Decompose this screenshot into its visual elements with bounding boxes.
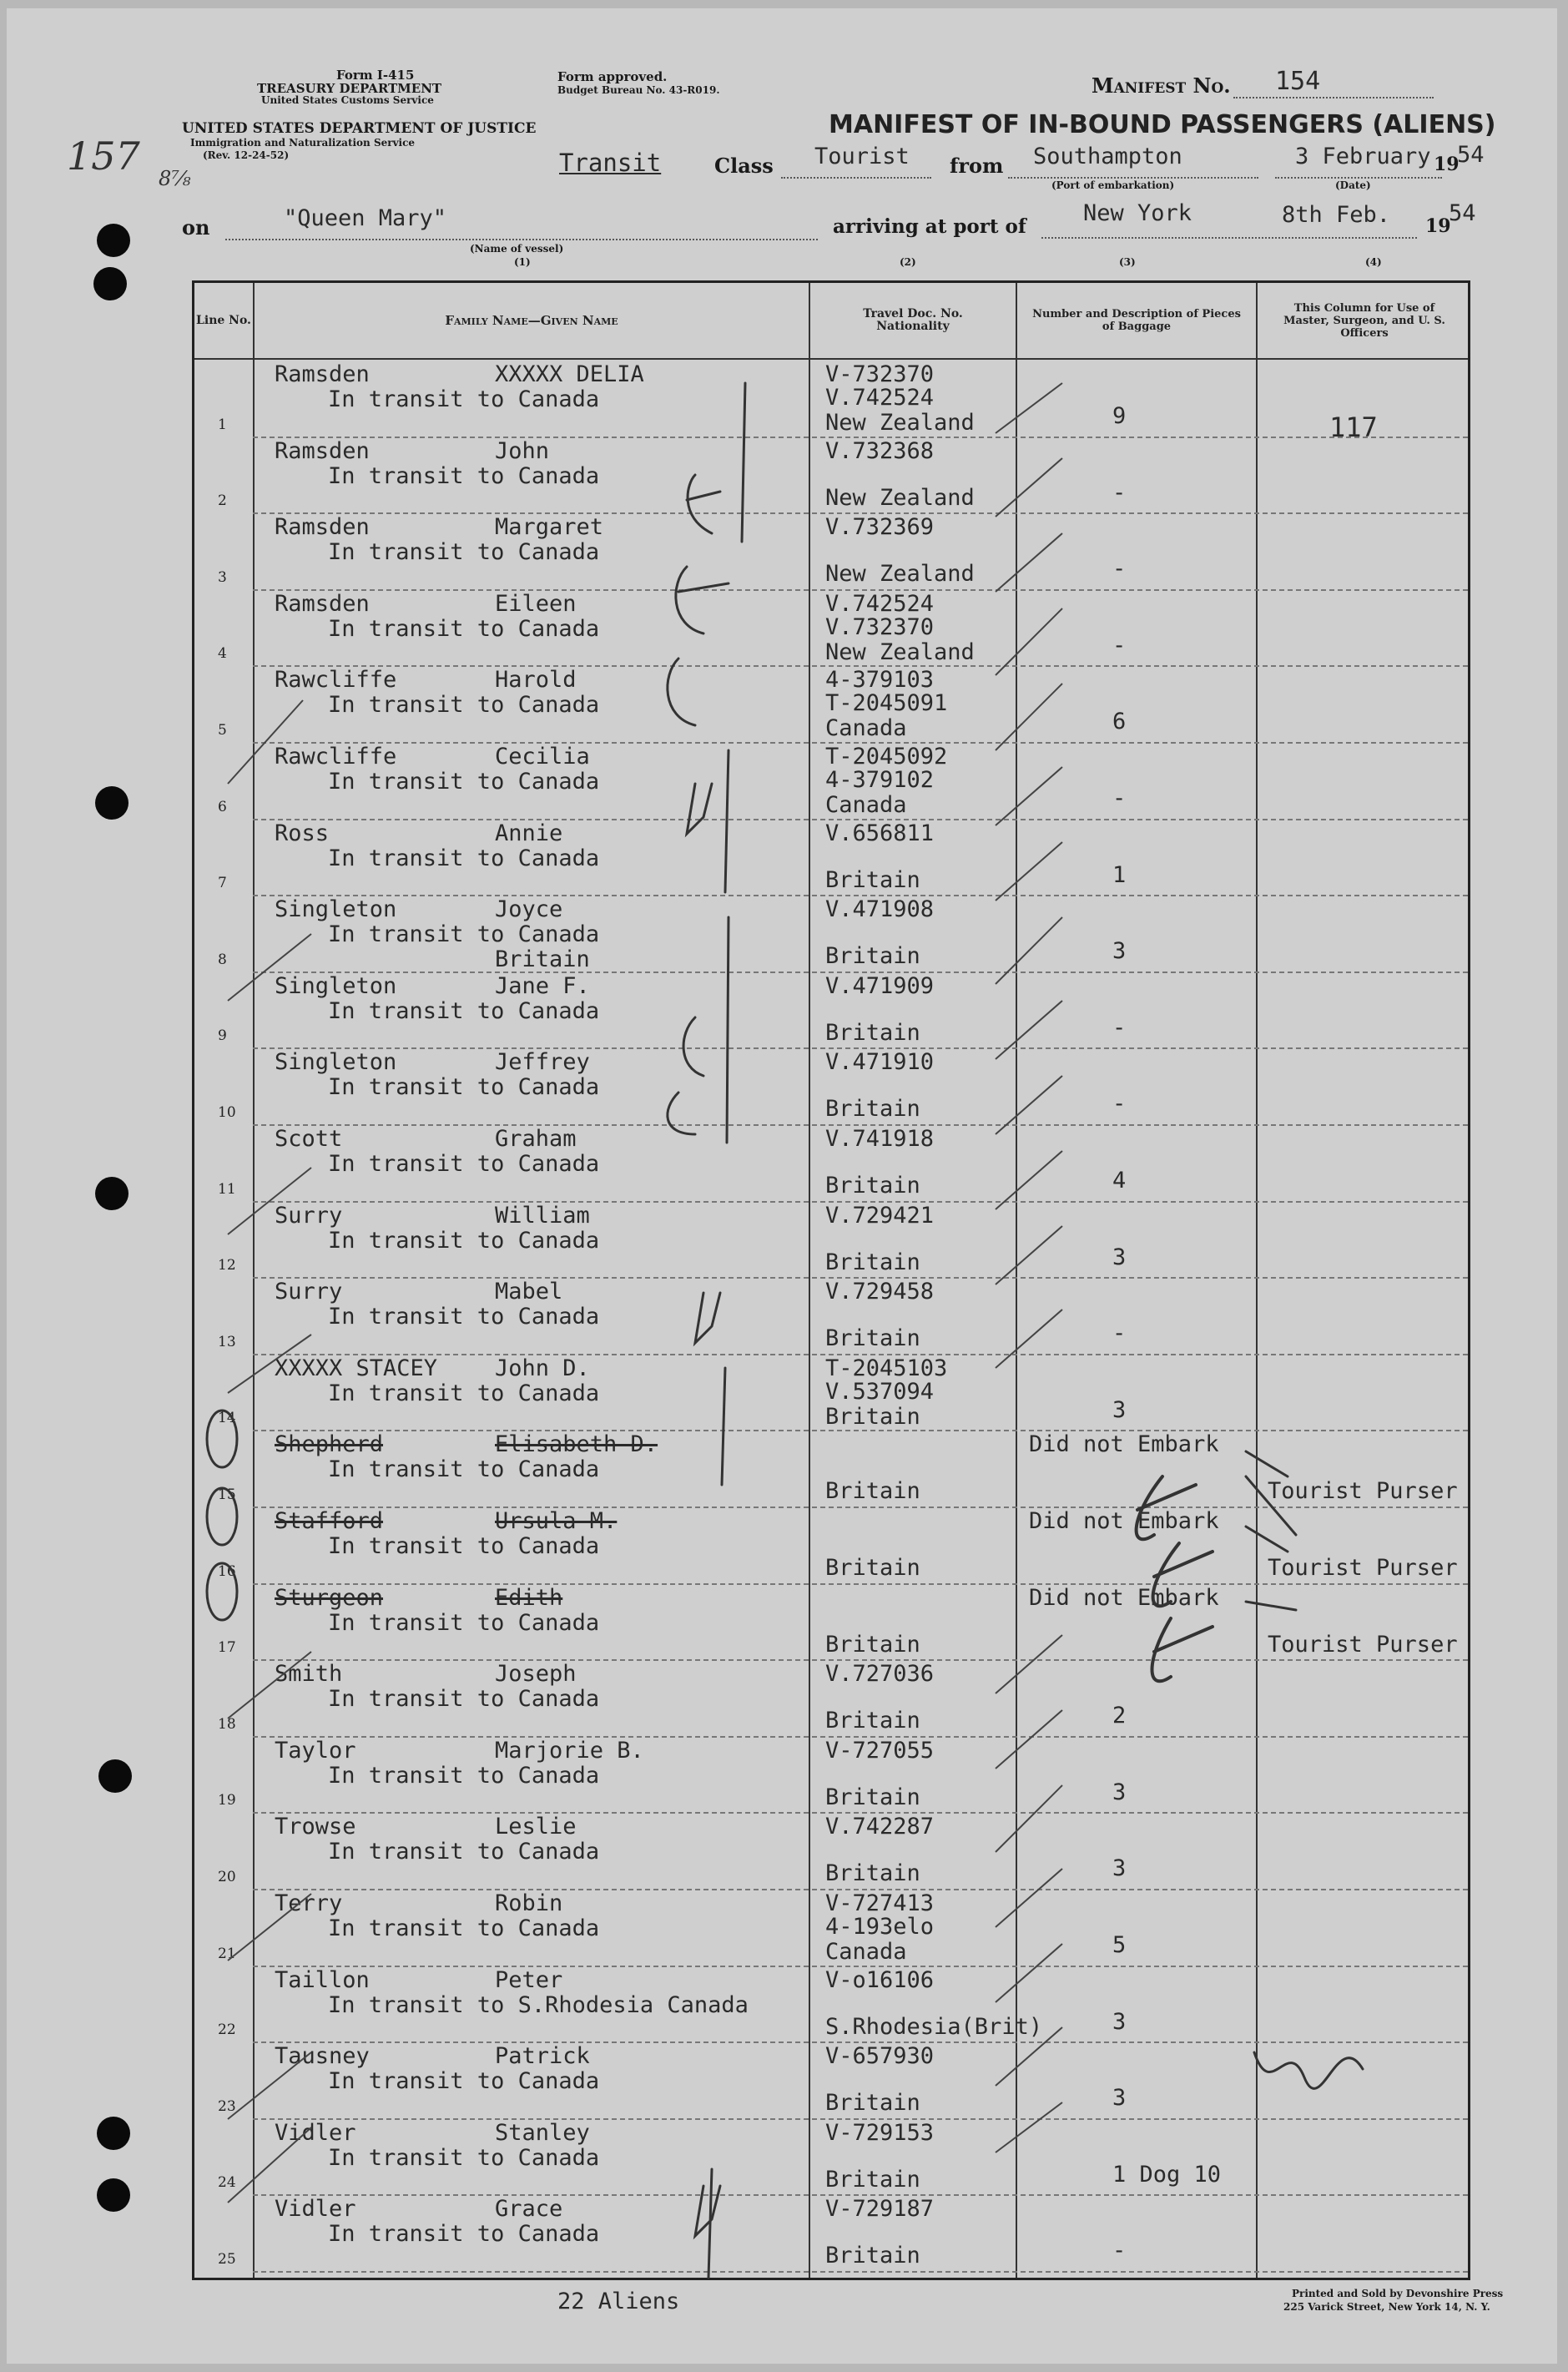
line-number: 7 [218,875,227,892]
circle-mark [207,1488,237,1545]
nationality: Britain [825,1860,920,1887]
form-approved: Form approved. [557,69,668,84]
nationality: Britain [825,943,920,970]
arrival-field [1041,200,1417,239]
given-name: Robin [495,1890,563,1916]
line-number: 23 [218,2097,236,2115]
form-number: Form I-415 [336,68,415,83]
transit-note: In transit to Canada [328,1074,600,1101]
total-aliens: 22 Aliens [557,2289,680,2314]
vessel-caption: (Name of vessel) [470,243,564,255]
given-name: Joseph [495,1661,577,1688]
from-value: Southampton [1033,144,1182,169]
manifest-page [7,8,1557,2364]
check-mark [1246,1527,1296,1610]
transit-note: In transit to Canada [328,921,600,948]
given-name: Stanley [495,2119,590,2146]
signature-mark [1137,1476,1196,1539]
transit-note: In transit to Canada [328,539,600,566]
baggage-count: 1 [1112,861,1127,888]
given-name: Graham [495,1126,577,1152]
travel-doc-number: V.732370 [825,613,935,640]
initial-mark [695,2186,720,2236]
officer-note: Tourist Purser [1268,1555,1458,1581]
transit-note: In transit to Canada [328,615,600,642]
header-baggage: Number and Description of Pieces of Baggage [1032,308,1241,333]
binder-hole [95,1177,129,1210]
transit-note: In transit to Canada [328,1227,600,1254]
given-name: Peter [495,1966,563,1993]
transit-note: In transit to Canada [328,769,600,795]
officer-note: 117 [1329,411,1378,443]
travel-doc-number: V.741918 [825,1126,935,1152]
margin-note-2: 8⅞ [159,167,191,190]
given-name: Jeffrey [495,1049,590,1076]
manifest-title: MANIFEST OF IN-BOUND PASSENGERS (ALIENS) [829,110,1496,139]
family-name: Singleton [275,972,397,999]
baggage-count: 3 [1112,1244,1127,1270]
travel-doc-number: 4-379102 [825,767,935,793]
baggage-count: - [1112,632,1127,659]
initial-mark [668,1093,695,1134]
travel-doc-number: V.729458 [825,1279,935,1305]
family-name: XXXXX STACEY [275,1355,438,1381]
vessel-field [225,205,818,240]
col4-number: (4) [1365,256,1382,268]
nationality: Britain [825,2090,920,2117]
tally-line [725,750,729,892]
vessel-name: "Queen Mary" [284,205,447,231]
baggage-count: Did not Embark [1029,1584,1219,1611]
line-number: 14 [218,1410,236,1427]
baggage-count: 6 [1112,709,1127,735]
given-name: Elisabeth D. [495,1431,658,1458]
given-name: Eileen [495,590,577,617]
family-name: Smith [275,1661,343,1688]
binder-hole [93,267,127,300]
line-number: 2 [218,492,227,510]
line-number: 3 [218,568,227,586]
given-name: Annie [495,820,563,846]
arrival-port: New York [1083,200,1192,226]
nationality: New Zealand [825,561,975,588]
travel-doc-number: V-729187 [825,2196,935,2223]
date-year-printed: 19 [1434,154,1460,175]
col2-number: (2) [900,256,916,268]
date-year-value: 54 [1457,142,1485,168]
arriving-label: arriving at port of [833,215,1026,238]
travel-doc-number: V.471910 [825,1049,935,1076]
from-field [1008,144,1258,179]
nationality: Canada [825,792,907,818]
travel-doc-number: V.732368 [825,437,935,464]
given-name: Grace [495,2196,563,2223]
nationality: Britain [825,1403,920,1430]
printer-address: 225 Varick Street, New York 14, N. Y. [1283,2301,1490,2313]
given-name: Edith [495,1584,563,1611]
baggage-count: - [1112,1014,1127,1041]
passenger-table [192,280,1470,2280]
given-name: Marjorie B. [495,1737,644,1764]
initial-mark [687,784,712,834]
transit-label: Transit [559,149,662,177]
given-name: Joyce [495,896,563,923]
travel-doc-number: V-727413 [825,1890,935,1916]
family-name: Surry [275,1202,343,1229]
header-line-no: Line No. [196,313,251,327]
manifest-number-value: 154 [1275,67,1321,96]
line-number: 11 [218,1180,236,1198]
header-travel-doc: Travel Doc. No. Nationality [863,307,963,333]
travel-doc-number: T-2045103 [825,1355,948,1381]
binder-hole [97,224,130,257]
line-number: 22 [218,2021,236,2039]
line-number: 13 [218,1333,236,1350]
transit-note: In transit to Canada [328,2144,600,2171]
baggage-count: 3 [1112,1779,1127,1805]
travel-doc-number: V.732369 [825,514,935,541]
travel-doc-number: V-732370 [825,361,935,387]
class-field [781,144,931,179]
transit-note: In transit to Canada [328,1304,600,1330]
nationality: New Zealand [825,410,975,436]
on-label: on [182,215,210,240]
nationality: Britain [825,1096,920,1123]
family-name: Singleton [275,896,397,923]
officer-note: Tourist Purser [1268,1478,1458,1505]
family-name: Stafford [275,1508,384,1534]
travel-doc-number: V.742524 [825,385,935,411]
initial-mark [687,475,720,533]
nationality: Canada [825,715,907,742]
line-number: 10 [218,1103,236,1121]
baggage-count: 5 [1112,1932,1127,1958]
travel-doc-number: V.729421 [825,1202,935,1229]
given-name: Mabel [495,1279,563,1305]
nationality: Canada [825,1939,907,1965]
family-name: Ramsden [275,514,370,541]
tally-line [742,383,745,542]
transit-note: In transit to Canada [328,462,600,489]
row-checkmarks [228,383,1062,2203]
binder-hole [95,786,129,820]
marginal-scribble [1254,2052,1363,2088]
col3-number: (3) [1119,256,1136,268]
line-number: 8 [218,951,227,968]
initial-mark [676,567,729,633]
transit-note: In transit to Canada [328,997,600,1024]
travel-doc-number: V.537094 [825,1378,935,1405]
line-number: 16 [218,1562,236,1580]
margin-note: 157 [67,134,140,179]
line-number: 25 [218,2250,236,2268]
baggage-count: - [1112,556,1127,583]
nationality: New Zealand [825,638,975,665]
family-name: Rawcliffe [275,667,397,694]
nationality: Britain [825,1019,920,1046]
given-name: Harold [495,667,577,694]
travel-doc-number: V.656811 [825,820,935,846]
baggage-count: Did not Embark [1029,1431,1219,1458]
travel-doc-number: V-729153 [825,2119,935,2146]
nationality: S.Rhodesia(Brit) [825,2013,1043,2040]
line-number: 18 [218,1715,236,1733]
officer-note: Tourist Purser [1268,1631,1458,1658]
transit-note: In transit to Canada [328,2221,600,2248]
line-number: 12 [218,1257,236,1274]
initial-mark [683,1017,703,1076]
ins-title: Immigration and Naturalization Service [190,137,416,149]
line-number: 20 [218,1868,236,1885]
transit-note: In transit to Canada [328,1456,600,1483]
date-field [1275,144,1442,179]
customs-service: United States Customs Service [261,94,434,106]
travel-doc-number: 4-379103 [825,667,935,694]
family-name: Ramsden [275,437,370,464]
transit-note: In transit to Canada [328,1609,600,1636]
travel-doc-number: V.742287 [825,1814,935,1840]
nationality: Britain [825,1631,920,1658]
nationality: Britain [825,1325,920,1352]
line-number: 15 [218,1486,236,1503]
travel-doc-number: V-657930 [825,2043,935,2070]
binder-hole [98,1759,132,1793]
tally-line [722,1368,725,1485]
baggage-count: 3 [1112,2008,1127,2035]
family-name: Taillon [275,1966,370,1993]
line-number: 21 [218,1945,236,1962]
travel-doc-number: V-727055 [825,1737,935,1764]
signature-mark [1152,1618,1213,1681]
signature-mark [1153,1543,1213,1606]
given-name: Margaret [495,514,604,541]
baggage-count: 3 [1112,2085,1127,2112]
from-label: from [950,154,1004,178]
baggage-count: 3 [1112,1396,1127,1423]
given-name: Leslie [495,1814,577,1840]
line-number: 4 [218,645,227,663]
travel-doc-number: V.471908 [825,896,935,923]
arrival-year-printed: 19 [1425,215,1451,237]
circle-mark [207,1563,237,1620]
date-caption: (Date) [1335,179,1371,191]
line-number: 9 [218,1027,227,1045]
given-name: John D. [495,1355,590,1381]
family-name: Tausney [275,2043,370,2070]
nationality: Britain [825,866,920,893]
line-number: 6 [218,798,227,815]
family-name: Surry [275,1279,343,1305]
transit-note: In transit to Canada [328,386,600,412]
baggage-count: 3 [1112,938,1127,965]
nationality: Britain [825,2243,920,2269]
given-name: Jane F. [495,972,590,999]
given-name: Cecilia [495,744,590,770]
nationality: New Zealand [825,484,975,511]
nationality: Britain [825,1708,920,1734]
family-name: Singleton [275,1049,397,1076]
family-name: Vidler [275,2196,356,2223]
baggage-count: Did not Embark [1029,1508,1219,1534]
transit-note: In transit to Canada [328,1533,600,1559]
family-name: Taylor [275,1737,356,1764]
transit-note: In transit to Canada [328,692,600,719]
transit-note: In transit to Canada [328,1151,600,1177]
printer-credit: Printed and Sold by Devonshire Press [1292,2288,1504,2299]
travel-doc-number: T-2045092 [825,744,948,770]
nationality: Britain [825,1249,920,1275]
initial-mark [695,1293,720,1343]
travel-doc-number: 4-193elo [825,1914,935,1940]
binder-hole [97,2117,130,2150]
form-revision: (Rev. 12-24-52) [203,149,290,161]
given-name: John [495,437,550,464]
check-mark [1246,1451,1296,1535]
line-number: 5 [218,721,227,739]
transit-note: In transit to Canada [328,1380,600,1406]
tally-line [727,917,729,1143]
given-name: Patrick [495,2043,590,2070]
doj-title: UNITED STATES DEPARTMENT OF JUSTICE [182,120,537,137]
family-name: Ramsden [275,590,370,617]
baggage-count: 1 Dog 10 [1112,2161,1222,2188]
nationality: Britain [825,1555,920,1581]
baggage-count: - [1112,2238,1127,2264]
line-number: 17 [218,1639,236,1657]
line-number: 24 [218,2174,236,2192]
nationality: Britain [825,1478,920,1505]
transit-note: In transit to Canada [328,1839,600,1865]
treasury-dept: TREASURY DEPARTMENT [257,81,442,96]
arrival-date: 8th Feb. [1282,202,1391,228]
family-name: Vidler [275,2119,356,2146]
class-label: Class [714,154,774,178]
baggage-count: 4 [1112,1168,1127,1194]
extra-note: Britain [495,946,590,973]
initial-mark [668,659,695,725]
port-embarkation-caption: (Port of embarkation) [1051,179,1175,191]
travel-doc-number: V-o16106 [825,1966,935,1993]
baggage-count: - [1112,1320,1127,1347]
manifest-number-field [1233,67,1434,98]
family-name: Sturgeon [275,1584,384,1611]
given-name: William [495,1202,590,1229]
line-number: 19 [218,1792,236,1809]
given-name: XXXXX DELIA [495,361,644,387]
baggage-count: 9 [1112,403,1127,429]
budget-bureau: Budget Bureau No. 43-R019. [557,84,720,96]
line-number: 1 [218,416,227,433]
nationality: Britain [825,1173,920,1199]
col1-number: (1) [514,256,531,268]
travel-doc-number: V.742524 [825,590,935,617]
family-name: Rawcliffe [275,744,397,770]
transit-note: In transit to S.Rhodesia Canada [328,1991,749,2018]
baggage-count: 3 [1112,1855,1127,1882]
travel-doc-number: T-2045091 [825,690,948,717]
transit-note: In transit to Canada [328,1686,600,1713]
family-name: Ramsden [275,361,370,387]
transit-note: In transit to Canada [328,845,600,871]
family-name: Scott [275,1126,343,1152]
date-value: 3 February [1295,144,1431,169]
class-value: Tourist [814,144,910,169]
baggage-count: - [1112,479,1127,506]
travel-doc-number: V.471909 [825,972,935,999]
nationality: Britain [825,2166,920,2193]
manifest-number-label: Manifest No. [1092,73,1231,98]
header-name: Family Name—Given Name [445,312,618,328]
family-name: Ross [275,820,330,846]
transit-note: In transit to Canada [328,1762,600,1789]
transit-note: In transit to Canada [328,1915,600,1941]
family-name: Terry [275,1890,343,1916]
family-name: Shepherd [275,1431,384,1458]
baggage-count: - [1112,1091,1127,1118]
transit-note: In transit to Canada [328,2068,600,2095]
circle-mark [207,1411,237,1467]
header-officers: This Column for Use of Master, Surgeon, and U. S. Officers [1283,301,1445,340]
handwritten-marks [194,283,1473,2283]
binder-hole [97,2178,130,2212]
baggage-count: 2 [1112,1703,1127,1729]
travel-doc-number: V.727036 [825,1661,935,1688]
baggage-count: - [1112,785,1127,811]
given-name: Ursula M. [495,1508,618,1534]
family-name: Trowse [275,1814,356,1840]
arrival-year-value: 54 [1449,200,1476,226]
nationality: Britain [825,1784,920,1810]
